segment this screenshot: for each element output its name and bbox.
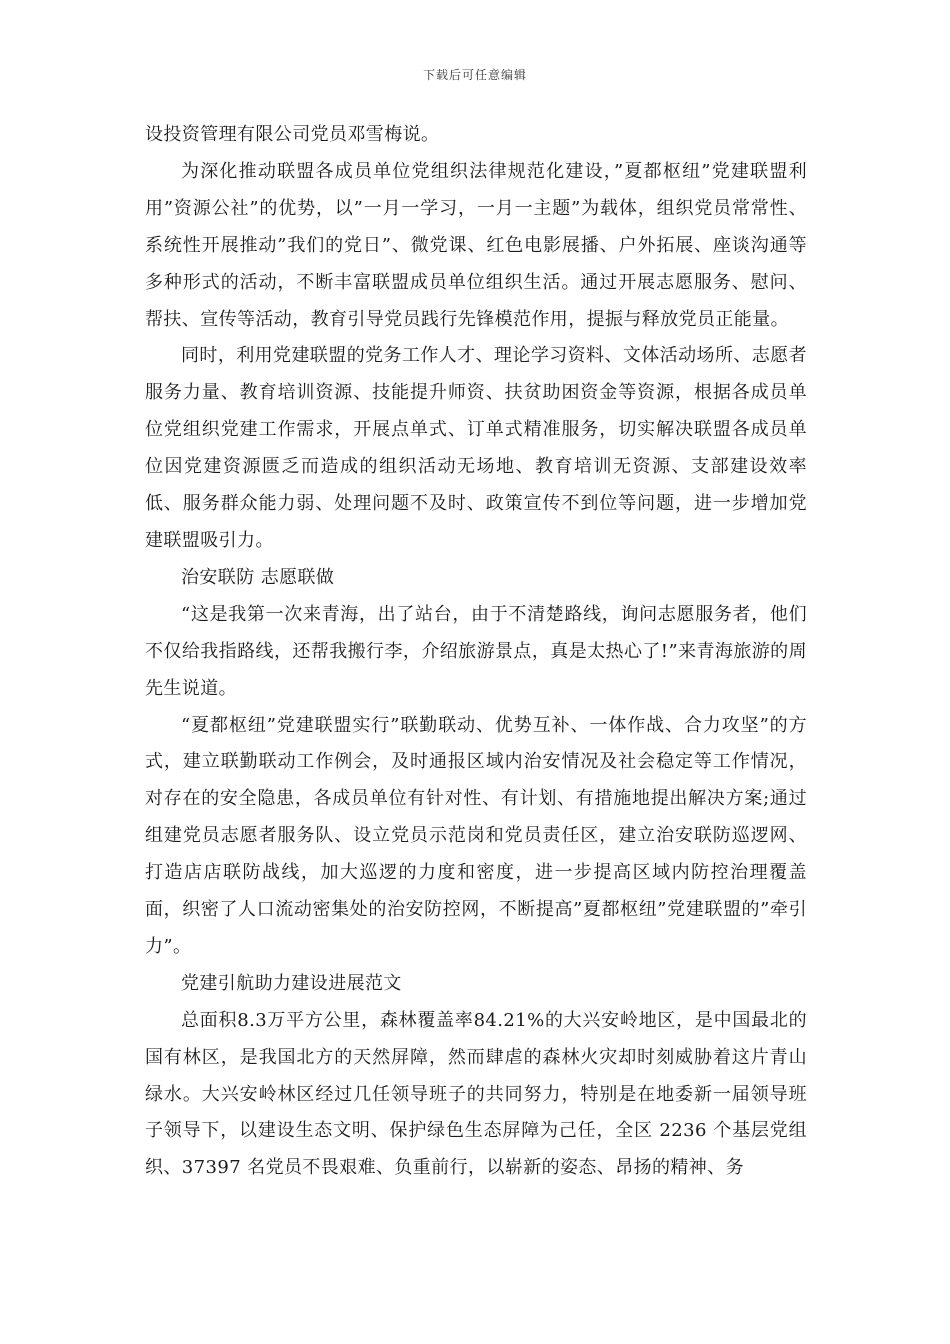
paragraph: 为深化推动联盟各成员单位党组织法律规范化建设，”夏都枢纽”党建联盟利用”资源公社”的优势，以”一月一学习，一月一主题”为载体，组织党员常常性、系统性开展推动”我们的党日”、微党课、红色电影展播、户外拓展、座谈沟通等多种形式的活动，不断丰富联盟成员单位组织生活。通过开展志愿服务、慰问、帮扶、宣传等活动，教育引导党员践行先锋模范作用，提振与释放党员正能量。 bbox=[145, 160, 807, 330]
paragraph: 同时，利用党建联盟的党务工作人才、理论学习资料、文体活动场所、志愿者服务力量、教育培训资源、技能提升师资、扶贫助困资金等资源，根据各成员单位党组织党建工作需求，开展点单式、订单式精准服务，切实解决联盟各成员单位因党建资源匮乏而造成的组织活动无场地、教育培训无资源、支部建设效率低、服务群众能力弱、处理问题不及时、政策宣传不到位等问题，进一步增加党建联盟吸引力。 bbox=[145, 345, 807, 551]
paragraph-continuation: 设投资管理有限公司党员邓雪梅说。 bbox=[145, 124, 440, 145]
paragraph: 总面积8.3万平方公里，森林覆盖率84.21%的大兴安岭地区，是中国最北的国有林区，是我国北方的天然屏障，然而肆虐的森林火灾却时刻威胁着这片青山绿水。大兴安岭林区经过几任领导班子的共同努力，特别是在地委新一届领导班子领导下，以建设生态文明、保护绿色生态屏障为己任，全区 2236 个基层党组织、37397 名党员不畏艰难、负重前行，以崭新的姿态、昂扬的精神、务 bbox=[145, 1009, 807, 1179]
paragraph: “夏都枢纽”党建联盟实行”联勤联动、优势互补、一体作战、合力攻坚”的方式，建立联勤联动工作例会，及时通报区域内治安情况及社会稳定等工作情况，对存在的安全隐患，各成员单位有针对性、有计划、有措施地提出解决方案;通过组建党员志愿者服务队、设立党员示范岗和党员责任区，建立治安联防巡逻网、打造店店联防战线，加大巡逻的力度和密度，进一步提高区域内防控治理覆盖面，织密了人口流动密集处的治安防控网，不断提高”夏都枢纽”党建联盟的”牵引力”。 bbox=[145, 714, 807, 957]
paragraph: “这是我第一次来青海，出了站台，由于不清楚路线，询问志愿服务者，他们不仅给我指路线，还帮我搬行李，介绍旅游景点，真是太热心了!”来青海旅游的周先生说道。 bbox=[145, 603, 807, 699]
document-body bbox=[145, 117, 807, 1187]
section-heading: 治安联防 志愿联做 bbox=[181, 566, 335, 588]
page-header: 下载后可任意编辑 bbox=[422, 68, 527, 82]
section-heading: 党建引航助力建设进展范文 bbox=[181, 972, 402, 994]
